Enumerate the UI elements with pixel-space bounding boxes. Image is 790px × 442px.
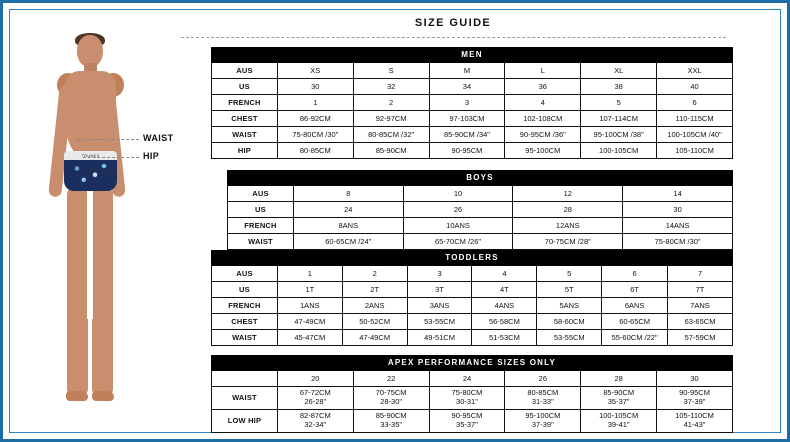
cell: 102-108CM bbox=[505, 111, 581, 127]
cell: 28 bbox=[513, 202, 623, 218]
cell: 5 bbox=[537, 266, 602, 282]
men-size-table bbox=[211, 47, 733, 159]
cell: 51-53CM bbox=[472, 330, 537, 346]
men-table-heading: MEN bbox=[212, 48, 733, 63]
cell: 45-47CM bbox=[277, 330, 342, 346]
row-label: LOW HIP bbox=[212, 410, 278, 433]
cell: 80-85CM 31-33" bbox=[505, 387, 581, 410]
apex-size-table-wrap bbox=[211, 355, 733, 433]
cell: 92-97CM bbox=[353, 111, 429, 127]
cell: 5T bbox=[537, 282, 602, 298]
cell: 32 bbox=[353, 79, 429, 95]
cell: 90-95CM 37-39" bbox=[657, 387, 733, 410]
cell: 14ANS bbox=[623, 218, 733, 234]
trunks-waistband-label: TRUNKS bbox=[64, 151, 117, 160]
cell: 49-51CM bbox=[407, 330, 472, 346]
cell: 85-90CM 33-35" bbox=[353, 410, 429, 433]
row-label: FRENCH bbox=[212, 95, 278, 111]
cell: 26 bbox=[403, 202, 513, 218]
toddlers-size-table bbox=[211, 250, 733, 346]
cell: 30 bbox=[623, 202, 733, 218]
toddlers-size-table-wrap bbox=[211, 250, 733, 346]
cell: 65-70CM /26" bbox=[403, 234, 513, 250]
table-row bbox=[228, 202, 733, 218]
cell: 97-103CM bbox=[429, 111, 505, 127]
table-row bbox=[228, 218, 733, 234]
cell: 40 bbox=[657, 79, 733, 95]
cell: 70-75CM /28" bbox=[513, 234, 623, 250]
cell: 2ANS bbox=[342, 298, 407, 314]
table-row bbox=[212, 314, 733, 330]
row-label bbox=[212, 371, 278, 387]
cell: 100-105CM bbox=[581, 143, 657, 159]
cell: 85-90CM /34" bbox=[429, 127, 505, 143]
boys-table-heading-row bbox=[228, 171, 733, 186]
cell: 12ANS bbox=[513, 218, 623, 234]
cell: 53-55CM bbox=[537, 330, 602, 346]
table-row bbox=[212, 371, 733, 387]
row-label: CHEST bbox=[212, 111, 278, 127]
cell: 36 bbox=[505, 79, 581, 95]
cell: 10 bbox=[403, 186, 513, 202]
table-row bbox=[212, 330, 733, 346]
table-row bbox=[212, 387, 733, 410]
cell: 86-92CM bbox=[277, 111, 353, 127]
apex-table-heading: APEX PERFORMANCE SIZES ONLY bbox=[212, 356, 733, 371]
cell: XXL bbox=[657, 63, 733, 79]
cell: 47-49CM bbox=[342, 330, 407, 346]
cell: 3 bbox=[407, 266, 472, 282]
cell: 5ANS bbox=[537, 298, 602, 314]
table-row bbox=[212, 63, 733, 79]
cell: 28 bbox=[581, 371, 657, 387]
row-label: US bbox=[212, 79, 278, 95]
row-label: AUS bbox=[212, 63, 278, 79]
cell: 75-80CM 30-31" bbox=[429, 387, 505, 410]
table-row bbox=[228, 234, 733, 250]
cell: 53-55CM bbox=[407, 314, 472, 330]
table-row bbox=[212, 410, 733, 433]
cell: 2 bbox=[353, 95, 429, 111]
cell: 90-95CM bbox=[429, 143, 505, 159]
cell: 34 bbox=[429, 79, 505, 95]
page-title: SIZE GUIDE bbox=[414, 17, 492, 29]
model-body bbox=[41, 33, 133, 413]
cell: 107-114CM bbox=[581, 111, 657, 127]
model-leg-gap bbox=[87, 189, 93, 319]
row-label: WAIST bbox=[228, 234, 294, 250]
cell: 3 bbox=[429, 95, 505, 111]
cell: M bbox=[429, 63, 505, 79]
model-leg-left bbox=[67, 185, 88, 395]
table-row bbox=[212, 266, 733, 282]
cell: 7T bbox=[668, 282, 733, 298]
cell: 100-105CM /40" bbox=[657, 127, 733, 143]
cell: XS bbox=[277, 63, 353, 79]
cell: 95-100CM bbox=[505, 143, 581, 159]
cell: 30 bbox=[657, 371, 733, 387]
cell: 56-58CM bbox=[472, 314, 537, 330]
model-foot-right bbox=[92, 391, 114, 401]
hip-leader-line bbox=[83, 157, 139, 158]
cell: S bbox=[353, 63, 429, 79]
callout-hip: HIP bbox=[143, 151, 160, 161]
boys-table-heading: BOYS bbox=[228, 171, 733, 186]
cell: 80-85CM /32" bbox=[353, 127, 429, 143]
boys-size-table-wrap bbox=[227, 170, 733, 250]
cell: 2 bbox=[342, 266, 407, 282]
table-row bbox=[212, 127, 733, 143]
cell: 7 bbox=[668, 266, 733, 282]
cell: 7ANS bbox=[668, 298, 733, 314]
cell: 10ANS bbox=[403, 218, 513, 234]
toddlers-table-heading: TODDLERS bbox=[212, 251, 733, 266]
row-label: US bbox=[212, 282, 278, 298]
cell: 3T bbox=[407, 282, 472, 298]
callout-waist: WAIST bbox=[143, 133, 174, 143]
cell: 24 bbox=[293, 202, 403, 218]
table-row bbox=[228, 186, 733, 202]
row-label: AUS bbox=[212, 266, 278, 282]
cell: 75-80CM /30" bbox=[623, 234, 733, 250]
row-label: CHEST bbox=[212, 314, 278, 330]
cell: 8 bbox=[293, 186, 403, 202]
male-model-illustration bbox=[23, 33, 163, 423]
table-row bbox=[212, 298, 733, 314]
table-row bbox=[212, 282, 733, 298]
table-row bbox=[212, 111, 733, 127]
cell: XL bbox=[581, 63, 657, 79]
cell: 6 bbox=[602, 266, 668, 282]
cell: 8ANS bbox=[293, 218, 403, 234]
cell: 22 bbox=[353, 371, 429, 387]
cell: 6 bbox=[657, 95, 733, 111]
cell: 55-60CM /22" bbox=[602, 330, 668, 346]
cell: 30 bbox=[277, 79, 353, 95]
cell: L bbox=[505, 63, 581, 79]
cell: 90-95CM /36" bbox=[505, 127, 581, 143]
cell: 67-72CM 26-28" bbox=[277, 387, 353, 410]
cell: 90-95CM 35-37" bbox=[429, 410, 505, 433]
cell: 58-60CM bbox=[537, 314, 602, 330]
cell: 38 bbox=[581, 79, 657, 95]
waist-leader-line bbox=[77, 139, 139, 140]
cell: 4 bbox=[472, 266, 537, 282]
men-size-table-wrap bbox=[211, 47, 733, 159]
row-label: HIP bbox=[212, 143, 278, 159]
cell: 4ANS bbox=[472, 298, 537, 314]
cell: 26 bbox=[505, 371, 581, 387]
model-leg-right bbox=[92, 185, 113, 395]
title-divider bbox=[181, 37, 726, 38]
cell: 63-65CM bbox=[668, 314, 733, 330]
men-table-heading-row bbox=[212, 48, 733, 63]
cell: 100-105CM 39-41" bbox=[581, 410, 657, 433]
cell: 1 bbox=[277, 266, 342, 282]
cell: 57-59CM bbox=[668, 330, 733, 346]
cell: 1 bbox=[277, 95, 353, 111]
cell: 6ANS bbox=[602, 298, 668, 314]
cell: 1T bbox=[277, 282, 342, 298]
cell: 95-100CM /38" bbox=[581, 127, 657, 143]
table-row bbox=[212, 79, 733, 95]
cell: 4T bbox=[472, 282, 537, 298]
cell: 75-80CM /30" bbox=[277, 127, 353, 143]
cell: 24 bbox=[429, 371, 505, 387]
cell: 105-110CM bbox=[657, 143, 733, 159]
cell: 85-90CM bbox=[353, 143, 429, 159]
cell: 60-65CM /24" bbox=[293, 234, 403, 250]
row-label: WAIST bbox=[212, 127, 278, 143]
row-label: WAIST bbox=[212, 330, 278, 346]
cell: 2T bbox=[342, 282, 407, 298]
cell: 12 bbox=[513, 186, 623, 202]
cell: 6T bbox=[602, 282, 668, 298]
cell: 80-85CM bbox=[277, 143, 353, 159]
apex-table-heading-row bbox=[212, 356, 733, 371]
cell: 95-100CM 37-39" bbox=[505, 410, 581, 433]
cell: 4 bbox=[505, 95, 581, 111]
cell: 60-65CM bbox=[602, 314, 668, 330]
row-label: US bbox=[228, 202, 294, 218]
cell: 1ANS bbox=[277, 298, 342, 314]
row-label: AUS bbox=[228, 186, 294, 202]
table-row bbox=[212, 95, 733, 111]
cell: 85-90CM 35-37" bbox=[581, 387, 657, 410]
cell: 14 bbox=[623, 186, 733, 202]
cell: 5 bbox=[581, 95, 657, 111]
row-label: FRENCH bbox=[228, 218, 294, 234]
cell: 105-110CM 41-43" bbox=[657, 410, 733, 433]
toddlers-table-heading-row bbox=[212, 251, 733, 266]
cell: 82-87CM 32-34" bbox=[277, 410, 353, 433]
cell: 3ANS bbox=[407, 298, 472, 314]
cell: 50-52CM bbox=[342, 314, 407, 330]
cell: 20 bbox=[277, 371, 353, 387]
row-label: WAIST bbox=[212, 387, 278, 410]
boys-size-table bbox=[227, 170, 733, 250]
cell: 70-75CM 28-30" bbox=[353, 387, 429, 410]
cell: 110-115CM bbox=[657, 111, 733, 127]
table-row bbox=[212, 143, 733, 159]
row-label: FRENCH bbox=[212, 298, 278, 314]
model-foot-left bbox=[66, 391, 88, 401]
apex-size-table bbox=[211, 355, 733, 433]
cell: 47-49CM bbox=[277, 314, 342, 330]
